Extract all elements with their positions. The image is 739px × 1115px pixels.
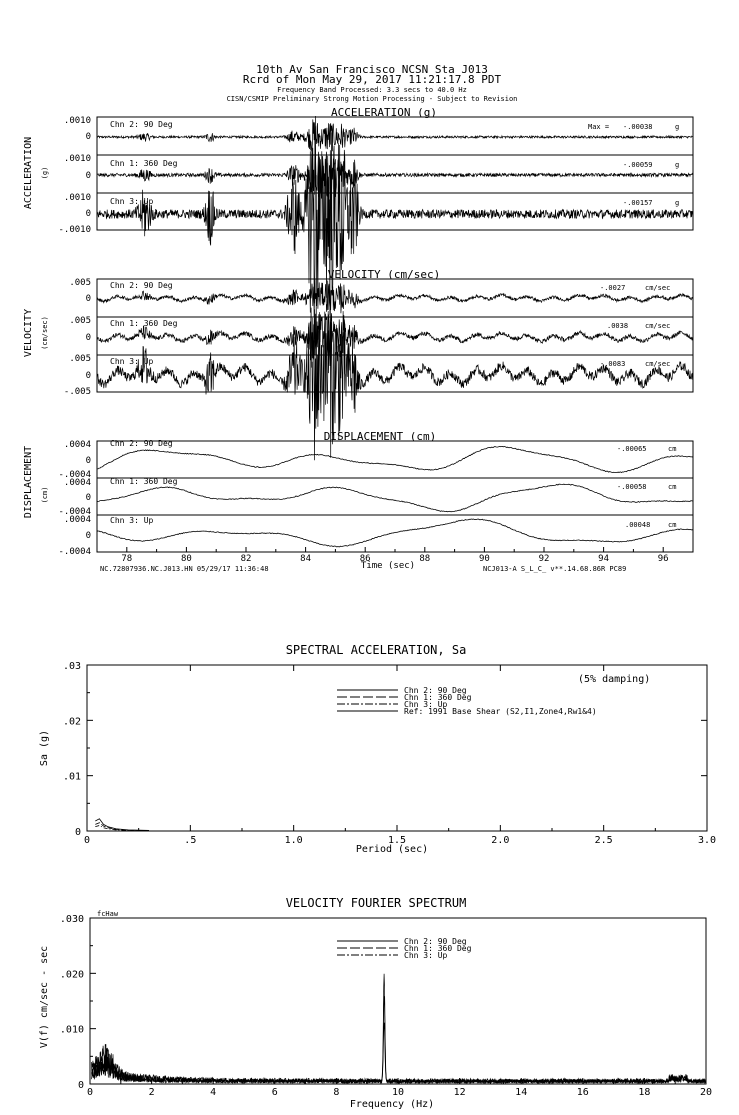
time-xtick-label: 84	[300, 554, 312, 564]
velocity-ylabel: VELOCITY	[23, 308, 34, 358]
disp-trace-chn2	[97, 446, 693, 472]
disp-unit-2: cm	[668, 483, 677, 491]
footer-left-id: NC.72807936.NC.J013.HN 05/29/17 11:36:48	[100, 565, 269, 573]
sa-xlabel: Period (sec)	[355, 844, 429, 855]
sa-ytick-label: 0	[74, 827, 81, 838]
sa-ytick-label: .03	[62, 661, 81, 672]
vfs-xtick-label: 6	[271, 1087, 278, 1098]
vel-unit-2: cm/sec	[645, 322, 671, 330]
acc-max-value-3: -.00157	[623, 199, 653, 207]
disp-unit-1: cm	[668, 445, 677, 453]
vfs-xtick-label: 16	[576, 1087, 589, 1098]
sa-legend-chn1: Chn 1: 360 Deg	[404, 693, 472, 702]
vfs-ylabel: V(f) cm/sec - sec	[39, 945, 50, 1049]
disp-ytick-top-2: .0004	[63, 478, 91, 488]
vfs-curve-chn2	[92, 974, 707, 1083]
acceleration-ylabel: ACCELERATION	[23, 136, 34, 210]
disp-max-value-1: -.00065	[617, 445, 647, 453]
disp-channel-label-2: Chn 1: 360 Deg	[110, 477, 178, 486]
sa-ytick-label: .01	[62, 771, 81, 783]
vel-unit-3: cm/sec	[645, 360, 671, 368]
vel-ytick-top-2: .005	[69, 316, 91, 326]
vfs-ytick-label: .010	[59, 1024, 84, 1036]
time-xtick-label: 96	[657, 554, 669, 564]
vfs-ytick-label: 0	[77, 1080, 84, 1091]
vel-ytick-zero-1: 0	[85, 294, 91, 304]
time-xtick-label: 88	[419, 554, 431, 564]
disp-trace-chn3	[97, 519, 693, 547]
velocity-yticks	[64, 278, 91, 397]
displacement-ylabel: DISPLACEMENT	[23, 445, 34, 519]
vfs-xtick-label: 14	[515, 1087, 528, 1098]
disp-trace-chn1	[97, 484, 693, 512]
acceleration-unit-label: (g)	[41, 166, 49, 180]
vfs-xtick-label: 10	[391, 1087, 405, 1098]
sa-legend	[337, 686, 597, 716]
header-processing-note: CISN/CSMIP Preliminary Strong Motion Processing - Subject to Revision	[226, 95, 518, 103]
vel-ytick-bottom-3: -.005	[63, 387, 91, 397]
time-xtick-label: 94	[598, 554, 610, 564]
sa-ylabel: Sa (g)	[39, 729, 50, 767]
acceleration-title: ACCELERATION (g)	[331, 106, 437, 119]
vfs-curve-chn3	[92, 1023, 707, 1083]
disp-ytick-top-1: .0004	[63, 440, 91, 450]
acc-max-label: Max =	[588, 123, 610, 131]
disp-unit-3: cm	[668, 521, 677, 529]
sa-legend-ref: Ref: 1991 Base Shear (S2,I1,Zone4,Rw1&4)	[404, 707, 597, 716]
vfs-legend-chn3: Chn 3: Up	[404, 951, 448, 960]
header-record-time: Rcrd of Mon May 29, 2017 11:21:17.8 PDT	[242, 73, 502, 86]
vel-channel-label-2: Chn 1: 360 Deg	[110, 319, 178, 328]
time-xtick-label: 90	[478, 554, 490, 564]
disp-ytick-bottom-3: -.0004	[58, 547, 91, 557]
vel-ytick-zero-2: 0	[85, 333, 91, 343]
vfs-xtick-label: 4	[210, 1087, 217, 1098]
acc-unit-3: g	[675, 199, 680, 207]
acc-max-value-1: -.00038	[623, 123, 653, 131]
sa-damping-annotation: (5% damping)	[578, 674, 651, 685]
displacement-unit-label: (cm)	[41, 486, 49, 504]
acc-ytick-zero-2: 0	[85, 171, 91, 181]
fourier-spectrum-panel	[39, 896, 712, 1110]
disp-ytick-zero-3: 0	[85, 531, 91, 541]
acc-channel-label-2: Chn 1: 360 Deg	[110, 159, 178, 168]
acc-ytick-bottom-3: -.0010	[58, 225, 91, 235]
vfs-title: VELOCITY FOURIER SPECTRUM	[285, 896, 467, 910]
time-xlabel: Time (sec)	[360, 561, 416, 571]
footer-right-id: NCJ013-A S_L_C_ v**.14.68.86R PC89	[483, 565, 627, 573]
vel-unit-1: cm/sec	[645, 284, 671, 292]
disp-ytick-bottom-2: -.0004	[58, 507, 91, 517]
displacement-yticks	[58, 440, 91, 557]
sa-xtick-label: 3.0	[697, 835, 717, 846]
sa-xtick-label: 1.5	[387, 835, 407, 846]
sa-legend-chn2: Chn 2: 90 Deg	[404, 686, 467, 695]
acceleration-yticks	[58, 116, 91, 235]
acc-ytick-zero-3: 0	[85, 209, 91, 219]
disp-ytick-zero-2: 0	[85, 493, 91, 503]
acc-channel-label-3: Chn 3: Up	[110, 197, 154, 206]
sa-ytick-label: .02	[62, 716, 81, 728]
vel-max-value-3: -.0083	[600, 360, 626, 368]
vfs-xtick-label: 20	[699, 1087, 713, 1098]
sa-ticks	[63, 661, 716, 846]
vel-ytick-zero-3: 0	[85, 371, 91, 381]
vfs-frame	[90, 918, 706, 1084]
spectral-acceleration-panel	[39, 643, 716, 855]
displacement-panel	[23, 430, 693, 573]
sa-xtick-label: 0	[83, 835, 91, 846]
time-xtick-label: 82	[240, 554, 252, 564]
disp-ytick-bottom-1: -.0004	[58, 470, 91, 480]
time-xtick-label: 78	[121, 554, 133, 564]
time-xtick-label: 86	[359, 554, 371, 564]
sa-xtick-label: 2.5	[594, 835, 613, 846]
vel-ytick-top-1: .005	[69, 278, 91, 288]
vfs-xtick-label: 2	[148, 1087, 155, 1098]
velocity-title: VELOCITY (cm/sec)	[327, 268, 441, 281]
sa-curve-chn2	[95, 819, 149, 831]
disp-channel-label-3: Chn 3: Up	[110, 516, 154, 525]
acc-unit-1: g	[675, 123, 680, 131]
vfs-corner-label: fcHaw	[97, 910, 119, 918]
acc-channel-label-1: Chn 2: 90 Deg	[110, 120, 173, 129]
displacement-title: DISPLACEMENT (cm)	[323, 430, 437, 443]
vfs-xtick-label: 0	[86, 1087, 94, 1098]
sa-xtick-label: 1.0	[284, 835, 303, 846]
acc-ytick-top-1: .0010	[63, 116, 91, 126]
vfs-legend-chn1: Chn 1: 360 Deg	[404, 944, 472, 953]
vfs-xtick-label: 18	[638, 1087, 651, 1098]
vel-max-value-1: -.0027	[600, 284, 626, 292]
disp-ytick-top-3: .0004	[63, 515, 91, 525]
disp-max-value-3: .00048	[625, 521, 651, 529]
vel-max-value-2: .0038	[607, 322, 629, 330]
disp-channel-label-1: Chn 2: 90 Deg	[110, 439, 173, 448]
time-xtick-label: 80	[180, 554, 192, 564]
acc-ytick-top-2: .0010	[63, 154, 91, 164]
vfs-curve-chn1	[92, 996, 707, 1083]
vfs-xtick-label: 8	[333, 1087, 340, 1098]
vfs-ytick-label: .030	[59, 914, 84, 925]
acc-ytick-zero-1: 0	[85, 132, 91, 142]
vel-ytick-top-3: .005	[69, 354, 91, 364]
header-frequency-band: Frequency Band Processed: 3.3 secs to 40.0 Hz	[277, 86, 467, 94]
vfs-xtick-label: 12	[453, 1087, 466, 1098]
vfs-xlabel: Frequency (Hz)	[349, 1099, 435, 1110]
vfs-legend-chn2: Chn 2: 90 Deg	[404, 937, 467, 946]
acc-ytick-top-3: .0010	[63, 193, 91, 203]
disp-ytick-zero-1: 0	[85, 456, 91, 466]
velocity-unit-label: (cm/sec)	[41, 316, 49, 350]
vel-channel-label-3: Chn 3: Up	[110, 357, 154, 366]
acc-unit-2: g	[675, 161, 680, 169]
disp-max-value-2: -.00058	[617, 483, 647, 491]
sa-legend-chn3: Chn 3: Up	[404, 700, 448, 709]
vfs-ytick-label: .020	[59, 969, 84, 981]
vel-channel-label-1: Chn 2: 90 Deg	[110, 281, 173, 290]
sa-title: SPECTRAL ACCELERATION, Sa	[285, 643, 467, 657]
sa-xtick-label: 2.0	[491, 835, 510, 846]
sa-xtick-label: .5	[184, 835, 197, 846]
header-station: 10th Av San Francisco NCSN Sta J013	[256, 63, 488, 76]
acc-max-value-2: -.00059	[623, 161, 653, 169]
vfs-legend	[337, 937, 472, 960]
time-xtick-label: 92	[538, 554, 550, 564]
